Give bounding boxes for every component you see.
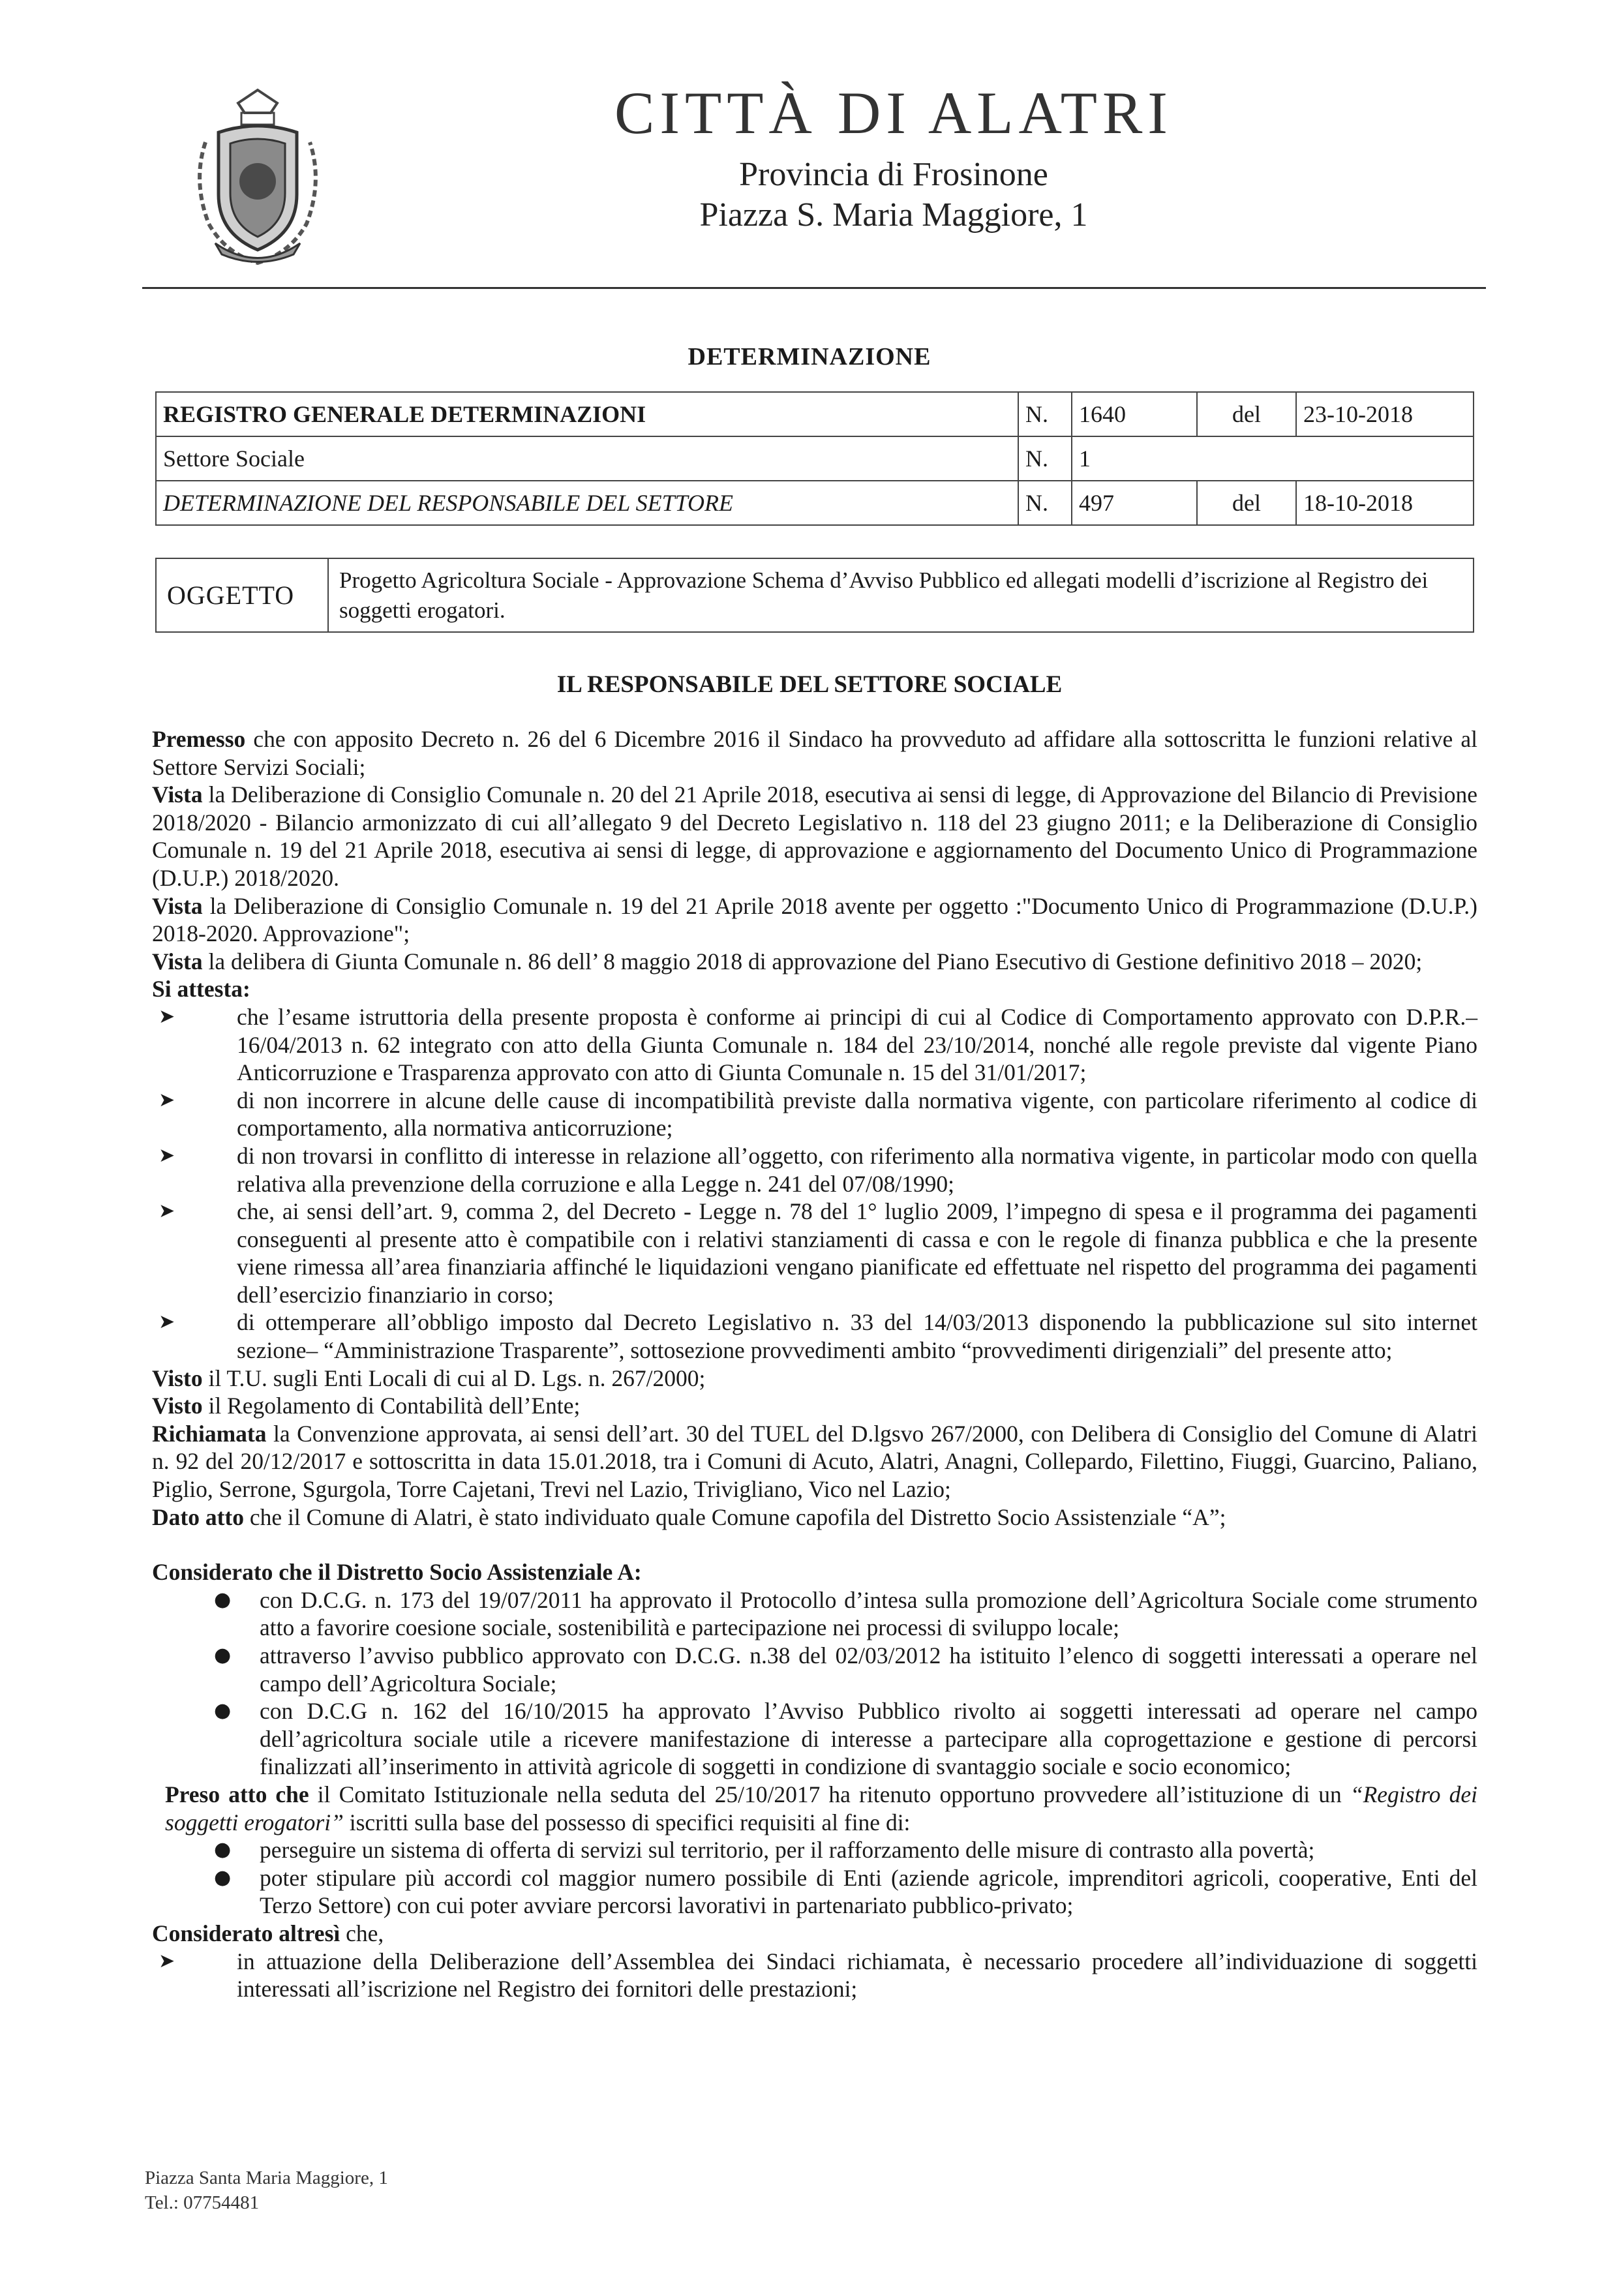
- subject-table: [155, 558, 1474, 633]
- list-item: ➤ in attuazione della Deliberazione dell’Assemblea dei Sindaci richiamata, è necessario procedere all’individuazione di soggetti interessati all’iscrizione nel Registro dei fornitori delle prestazioni;: [159, 1948, 1477, 2002]
- header-divider: [142, 287, 1486, 289]
- registry-number-responsible: 497: [1072, 481, 1197, 525]
- registry-label-sector: Settore Sociale: [156, 436, 1018, 481]
- address-line: Piazza S. Maria Maggiore, 1: [699, 196, 1088, 234]
- registry-n-label: N.: [1018, 436, 1072, 481]
- registry-label-general: REGISTRO GENERALE DETERMINAZIONI: [156, 392, 1018, 436]
- list-item: ● con D.C.G. n. 173 del 19/07/2011 ha approvato il Protocollo d’intesa sulla promozione dell’Agricoltura Sociale come strumento atto a favorire coesione sociale, sostenibilità e partecipazione nei processi di sviluppo locale;: [214, 1586, 1477, 1641]
- arrow-bullet-icon: ➤: [159, 1310, 175, 1334]
- document-type: DETERMINAZIONE: [688, 343, 931, 370]
- registry-table: [155, 391, 1474, 526]
- registry-empty-cell: [1296, 436, 1474, 481]
- heading-considerato: Considerato che il Distretto Socio Assistenziale A:: [152, 1559, 642, 1586]
- preso-atto-list: [152, 1836, 1477, 1920]
- paragraph-vista-bilancio: Vista la Deliberazione di Consiglio Comunale n. 20 del 21 Aprile 2018, esecutiva ai sensi di legge, di Approvazione del Bilancio di Previsione 2018/2020 - Bilancio armonizzato di cui all’allegato 9 del Decreto Legislativo n. 118 del 23 giugno 2011; e la Deliberazione di Consiglio Comunale n. 19 del 21 Aprile 2018, esecutiva ai sensi di legge, di approvazione e aggiornamento del Documento Unico di Programmazione (D.U.P.) 2018/2020.: [152, 781, 1477, 891]
- registry-number-sector: 1: [1072, 436, 1197, 481]
- paragraph-preso-atto: Preso atto che il Comitato Istituzionale nella seduta del 25/10/2017 ha ritenuto opportuno provvedere all’istituzione di un “Registro dei soggetti erogatori” iscritti sulla base del possesso di specifici requisiti al fine di:: [165, 1781, 1478, 1835]
- registry-date-responsible: 18-10-2018: [1296, 481, 1474, 525]
- subject-label: OGGETTO: [156, 558, 328, 632]
- considerato-list: [152, 1586, 1477, 1781]
- arrow-bullet-icon: ➤: [159, 1088, 175, 1111]
- registry-row-responsible: [156, 481, 1474, 525]
- province-line: Provincia di Frosinone: [739, 156, 1048, 193]
- registry-empty-cell: [1197, 436, 1296, 481]
- arrow-bullet-icon: ➤: [159, 1200, 175, 1223]
- registry-row-general: [156, 392, 1474, 436]
- responsible-heading: IL RESPONSABILE DEL SETTORE SOCIALE: [556, 671, 1063, 698]
- arrow-bullet-icon: ➤: [159, 1949, 175, 1972]
- paragraph-premesso: Premesso che con apposito Decreto n. 26 del 6 Dicembre 2016 il Sindaco ha provveduto ad affidare alla sottoscritta le funzioni relative al Settore Servizi Sociali;: [152, 726, 1477, 780]
- registry-label-responsible: DETERMINAZIONE DEL RESPONSABILE DEL SETTORE: [156, 481, 1018, 525]
- bullet-icon: ●: [214, 1588, 232, 1611]
- bullet-icon: ●: [214, 1865, 232, 1889]
- registry-n-label: N.: [1018, 481, 1072, 525]
- list-item: ➤ che l’esame istruttoria della presente proposta è conforme ai principi di cui al Codice di Comportamento approvato con D.P.R.– 16/04/2013 n. 62 integrato con atto della Giunta Comunale n. 184 del 23/10/2014, nonché alle regole previste dal vigente Piano Anticorruzione e Trasparenza approvato con atto di Giunta Comunale n. 15 del 31/01/2017;: [159, 1003, 1477, 1086]
- bullet-icon: ●: [214, 1644, 232, 1667]
- bullet-icon: ●: [214, 1838, 232, 1862]
- list-item: ➤ di ottemperare all’obbligo imposto dal Decreto Legislativo n. 33 del 14/03/2013 disponendo la pubblicazione sul sito internet sezione– “Amministrazione Trasparente”, sottosezione provvedimenti ambito “provvedimenti dirigenziali” del presente atto;: [159, 1309, 1477, 1364]
- registry-number-general: 1640: [1072, 392, 1197, 436]
- footer-phone: Tel.: 07754481: [145, 2192, 260, 2213]
- registry-del-label: del: [1197, 392, 1296, 436]
- paragraph-vista-peg: Vista la delibera di Giunta Comunale n. 86 dell’ 8 maggio 2018 di approvazione del Piano Esecutivo di Gestione definitivo 2018 – 2020;: [152, 948, 1423, 974]
- paragraph-visto-regolamento: Visto il Regolamento di Contabilità dell’Ente;: [152, 1393, 581, 1419]
- registry-date-general: 23-10-2018: [1296, 392, 1474, 436]
- city-title: CITTÀ DI ALATRI: [614, 80, 1173, 146]
- city-crest-icon: [179, 83, 336, 273]
- subject-text: Progetto Agricoltura Sociale - Approvazione Schema d’Avviso Pubblico ed allegati modelli d’iscrizione al Registro dei soggetti erogatori.: [328, 558, 1474, 632]
- bullet-icon: ●: [214, 1699, 232, 1723]
- registry-del-label: del: [1197, 481, 1296, 525]
- list-item: ● poter stipulare più accordi col maggior numero possibile di Enti (aziende agricole, imprenditori agricoli, cooperative, Enti del Terzo Settore) con cui poter avviare percorsi lavorativi in partenariato pubblico-privato;: [214, 1864, 1477, 1919]
- arrow-bullet-icon: ➤: [159, 1004, 175, 1028]
- paragraph-richiamata: Richiamata la Convenzione approvata, ai sensi dell’art. 30 del TUEL del D.lgsvo 267/2000, con Delibera di Consiglio del Comune di Alatri n. 92 del 20/12/2017 e sottoscritta in data 15.01.2018, tra i Comuni di Acuto, Alatri, Anagni, Collepardo, Filettino, Fiuggi, Guarcino, Paliano, Piglio, Serrone, Sgurgola, Torre Cajetani, Trevi nel Lazio, Trivigliano, Vico nel Lazio;: [152, 1420, 1477, 1503]
- document-body: [152, 725, 1477, 2003]
- attesta-list: [152, 1003, 1477, 1365]
- paragraph-visto-tu: Visto il T.U. sugli Enti Locali di cui al D. Lgs. n. 267/2000;: [152, 1365, 706, 1391]
- list-item: ➤ che, ai sensi dell’art. 9, comma 2, del Decreto - Legge n. 78 del 1° luglio 2009, l’impegno di spesa e il programma dei pagamenti conseguenti al presente atto è compatibile con i relativi stanziamenti di cassa e con le regole di finanza pubblica e che la presente viene rimessa all’area finanziaria affinché le liquidazioni vengano pianificate ed effettuate nel rispetto del programma dei pagamenti dell’esercizio finanziario in corso;: [159, 1198, 1477, 1308]
- paragraph-considerato-altresi: Considerato altresì che,: [152, 1920, 384, 1946]
- registry-row-sector: [156, 436, 1474, 481]
- spacer: [152, 1531, 1477, 1558]
- heading-si-attesta: Si attesta:: [152, 976, 250, 1003]
- altresi-list: [152, 1948, 1477, 2003]
- arrow-bullet-icon: ➤: [159, 1143, 175, 1167]
- paragraph-dato-atto: Dato atto che il Comune di Alatri, è stato individuato quale Comune capofila del Distretto Socio Assistenziale “A”;: [152, 1503, 1226, 1530]
- list-item: ● perseguire un sistema di offerta di servizi sul territorio, per il rafforzamento delle misure di contrasto alla povertà;: [214, 1837, 1315, 1864]
- paragraph-vista-dup: Vista la Deliberazione di Consiglio Comunale n. 19 del 21 Aprile 2018 avente per oggetto :"Documento Unico di Programmazione (D.U.P.) 2018-2020. Approvazione";: [152, 892, 1477, 947]
- list-item: ● attraverso l’avviso pubblico approvato con D.C.G. n.38 del 02/03/2012 ha istituito l’elenco di soggetti interessati a operare nel campo dell’Agricoltura Sociale;: [214, 1642, 1477, 1697]
- list-item: ● con D.C.G n. 162 del 16/10/2015 ha approvato l’Avviso Pubblico rivolto ai soggetti interessati ad operare nel campo dell’agricoltura sociale utile a ricevere manifestazione di interesse a partecipare alla coprogettazione e gestione di percorsi finalizzati all’inserimento in attività agricole di soggetti in condizione di svantaggio sociale e socio economico;: [214, 1698, 1477, 1780]
- registry-n-label: N.: [1018, 392, 1072, 436]
- footer-address: Piazza Santa Maria Maggiore, 1: [145, 2168, 388, 2188]
- list-item: ➤ di non incorrere in alcune delle cause di incompatibilità previste dalla normativa vigente, con particolare riferimento al codice di comportamento, alla normativa anticorruzione;: [159, 1087, 1477, 1141]
- page-footer: [145, 2166, 388, 2215]
- list-item: ➤ di non trovarsi in conflitto di interesse in relazione all’oggetto, con riferimento alla normativa vigente, in particolar modo con quella relativa alla prevenzione della corruzione e alla Legge n. 241 del 07/08/1990;: [159, 1142, 1477, 1197]
